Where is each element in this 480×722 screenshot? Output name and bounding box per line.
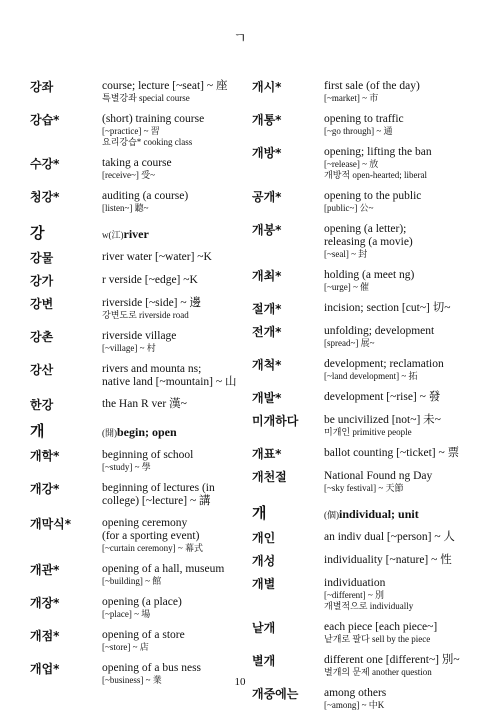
entry-etymology: [~village] ~ 村 — [102, 343, 156, 353]
section-headword: 개 — [252, 504, 267, 522]
entry-headword: 개강* — [30, 482, 60, 496]
entry-headword: 개성 — [252, 554, 276, 568]
dictionary-entry — [252, 325, 467, 349]
dictionary-entry — [30, 80, 245, 104]
section-label: individual; unit — [339, 507, 419, 521]
definition-line: an indiv dual [~person] ~ 人 — [324, 531, 455, 543]
entry-definition — [324, 113, 467, 137]
entry-definition — [102, 596, 245, 620]
section-hanja: (開) — [102, 428, 117, 438]
entry-etymology: [~sky festival] ~ 天節 — [324, 483, 404, 493]
entry-headword: 강물 — [30, 251, 54, 265]
entry-etymology: [~land development] ~ 拓 — [324, 371, 418, 381]
entry-headword: 강산 — [30, 363, 54, 377]
definition-line: opening to the public — [324, 190, 422, 202]
definition-line: rivers and mounta ns; — [102, 363, 202, 375]
entry-definition — [324, 302, 467, 316]
definition-line: first sale (of the day) — [324, 80, 420, 92]
entry-headword: 강가 — [30, 274, 54, 288]
entry-headword: 개관* — [30, 563, 60, 577]
entry-headword: 개점* — [30, 629, 60, 643]
definition-line: native land [~mountain] ~ 山 — [102, 376, 237, 388]
definition-line: incision; section [cut~] 切~ — [324, 302, 451, 314]
dictionary-entry — [30, 363, 245, 389]
section-label: river — [123, 227, 149, 241]
dictionary-entry — [252, 531, 467, 545]
entry-headword: 개봉* — [252, 223, 282, 237]
entry-definition — [102, 563, 245, 587]
definition-line: each piece [each piece~] — [324, 621, 438, 633]
entry-definition — [324, 325, 467, 349]
definition-line: beginning of lectures (in — [102, 482, 215, 494]
dictionary-entry — [30, 251, 245, 265]
entry-headword: 개발* — [252, 391, 282, 405]
definition-line: (for a sporting event) — [102, 530, 200, 542]
definition-line: opening of a hall, museum — [102, 563, 225, 575]
definition-line: riverside [~side] ~ 邊 — [102, 297, 201, 309]
dictionary-entry — [30, 563, 245, 587]
definition-line: among others — [324, 687, 387, 699]
entry-definition — [324, 470, 467, 494]
dictionary-entry — [252, 470, 467, 494]
definition-line: unfolding; development — [324, 325, 435, 337]
entry-etymology: [~market] ~ 市 — [324, 93, 379, 103]
entry-definition — [102, 251, 245, 265]
entry-headword: 개천절 — [252, 470, 287, 484]
entry-etymology: 별개의 문제 another question — [324, 667, 432, 677]
entry-headword: 별개 — [252, 654, 276, 668]
entry-definition — [324, 358, 467, 382]
dictionary-entry — [252, 190, 467, 214]
group-right-a — [252, 80, 467, 494]
definition-line: riverside village — [102, 330, 177, 342]
entry-etymology: [~place] ~ 場 — [102, 609, 151, 619]
entry-definition — [102, 398, 245, 412]
entry-headword: 개척* — [252, 358, 282, 372]
group-left-b — [30, 251, 245, 412]
entry-headword: 개업* — [30, 662, 60, 676]
definition-line: opening ceremony — [102, 517, 188, 529]
entry-definition — [324, 146, 467, 181]
entry-definition — [102, 297, 245, 321]
entry-definition — [324, 391, 467, 405]
entry-definition — [102, 330, 245, 354]
entry-headword: 개방* — [252, 146, 282, 160]
definition-line: development [~rise] ~ 發 — [324, 391, 441, 403]
entry-headword: 개장* — [30, 596, 60, 610]
entry-headword: 강습* — [30, 113, 60, 127]
right-column — [252, 80, 467, 720]
entry-etymology: [~practice] ~ 習 — [102, 126, 160, 136]
entry-definition — [324, 577, 467, 612]
entry-definition — [102, 274, 245, 288]
dictionary-entry — [252, 80, 467, 104]
section-heading-begin-open — [30, 424, 245, 440]
entry-etymology: [~different] ~ 別 — [324, 590, 385, 600]
entry-etymology: 강변도로 riverside road — [102, 310, 189, 320]
definition-line: (short) training course — [102, 113, 205, 125]
dictionary-entry — [30, 330, 245, 354]
entry-etymology: 개별적으로 individually — [324, 601, 414, 611]
entry-headword: 전개* — [252, 325, 282, 339]
entry-etymology: [~urge] ~ 催 — [324, 282, 370, 292]
dictionary-entry — [252, 358, 467, 382]
definition-line: ballot counting [~ticket] ~ 票 — [324, 447, 460, 459]
entry-headword: 강좌 — [30, 80, 54, 94]
definition-line: r verside [~edge] ~K — [102, 274, 198, 286]
definition-line: college) [~lecture] ~ 講 — [102, 495, 211, 507]
entry-etymology: [receive~] 受~ — [102, 170, 155, 180]
definition-line: opening (a place) — [102, 596, 182, 608]
entry-definition — [102, 449, 245, 473]
entry-etymology: [~go through] ~ 通 — [324, 126, 393, 136]
entry-etymology: [listen~] 聽~ — [102, 203, 149, 213]
entry-definition — [324, 654, 467, 678]
entry-definition — [102, 113, 245, 148]
entry-etymology: [public~] 公~ — [324, 203, 374, 213]
entry-headword: 개시* — [252, 80, 282, 94]
dictionary-entry — [252, 113, 467, 137]
entry-headword: 낱개 — [252, 621, 276, 635]
entry-etymology: [~curtain ceremony] ~ 幕式 — [102, 543, 203, 553]
entry-definition — [102, 517, 245, 554]
entry-etymology: 요리강습* cooking class — [102, 137, 193, 147]
entry-definition — [102, 80, 245, 104]
entry-headword: 개최* — [252, 269, 282, 283]
section-hanja: w(江) — [102, 230, 124, 240]
entry-definition — [102, 157, 245, 181]
entry-headword: 개학* — [30, 449, 60, 463]
entry-headword: 개인 — [252, 531, 276, 545]
dictionary-entry — [252, 447, 467, 461]
entry-headword: 강촌 — [30, 330, 54, 344]
page-header-mark: ㄱ — [233, 32, 247, 47]
entry-etymology: [~seal] ~ 封 — [324, 249, 368, 259]
entry-etymology: [~release] ~ 放 — [324, 159, 379, 169]
group-left-a — [30, 80, 245, 214]
definition-line: opening (a letter); — [324, 223, 407, 235]
definition-line: individuality [~nature] ~ 性 — [324, 554, 452, 566]
dictionary-entry — [30, 113, 245, 148]
dictionary-entry — [252, 391, 467, 405]
entry-definition — [324, 554, 467, 568]
entry-etymology: 미개인 primitive people — [324, 427, 412, 437]
dictionary-entry — [252, 554, 467, 568]
section-headword: 개 — [30, 422, 45, 440]
dictionary-entry — [30, 297, 245, 321]
definition-line: be uncivilized [not~] 未~ — [324, 414, 441, 426]
definition-line: holding (a meet ng) — [324, 269, 415, 281]
definition-line: river water [~water] ~K — [102, 251, 212, 263]
entry-etymology: [spread~] 展~ — [324, 338, 375, 348]
entry-headword: 개별 — [252, 577, 276, 591]
entry-etymology: [~building] ~ 館 — [102, 576, 162, 586]
dictionary-entry — [30, 596, 245, 620]
definition-line: auditing (a course) — [102, 190, 189, 202]
entry-headword: 한강 — [30, 398, 54, 412]
entry-headword: 개표* — [252, 447, 282, 461]
entry-definition — [102, 190, 245, 214]
entry-etymology: [~among] ~ 中K — [324, 700, 385, 710]
entry-etymology: 개방적 open-hearted; liberal — [324, 170, 428, 180]
definition-line: opening; lifting the ban — [324, 146, 432, 158]
entry-etymology: 낱개로 팔다 sell by the piece — [324, 634, 431, 644]
dictionary-entry — [252, 223, 467, 260]
dictionary-entry — [252, 687, 467, 711]
entry-headword: 미개하다 — [252, 414, 299, 428]
definition-line: different one [different~] 別~ — [324, 654, 460, 666]
definition-line: the Han R ver 漢~ — [102, 398, 187, 410]
entry-etymology: [~study] ~ 學 — [102, 462, 151, 472]
entry-definition — [324, 447, 467, 461]
dictionary-entry — [30, 190, 245, 214]
entry-definition — [324, 621, 467, 645]
dictionary-entry — [30, 157, 245, 181]
entry-etymology: [~store] ~ 店 — [102, 642, 149, 652]
dictionary-entry — [30, 517, 245, 554]
dictionary-entry — [30, 449, 245, 473]
dictionary-entry — [30, 482, 245, 508]
entry-definition — [102, 629, 245, 653]
definition-line: releasing (a movie) — [324, 236, 413, 248]
entry-headword: 강변 — [30, 297, 54, 311]
entry-definition — [324, 190, 467, 214]
entry-definition — [324, 80, 467, 104]
definition-line: opening to traffic — [324, 113, 404, 125]
definition-line: course; lecture [~seat] ~ 座 — [102, 80, 228, 92]
entry-headword: 수강* — [30, 157, 60, 171]
dictionary-entry — [30, 629, 245, 653]
left-column — [30, 80, 245, 695]
section-hanja: (個) — [324, 510, 339, 520]
section-headword: 강 — [30, 224, 45, 242]
entry-definition — [102, 482, 245, 508]
definition-line: individuation — [324, 577, 386, 589]
section-heading-river — [30, 226, 245, 242]
entry-headword: 개중에는 — [252, 687, 299, 701]
page-number: 10 — [234, 676, 246, 688]
definition-line: opening of a bus ness — [102, 662, 202, 674]
dictionary-entry — [252, 621, 467, 645]
entry-definition — [102, 363, 245, 389]
dictionary-entry — [252, 146, 467, 181]
dictionary-entry — [30, 274, 245, 288]
entry-definition — [324, 269, 467, 293]
section-label: begin; open — [117, 425, 177, 439]
dictionary-entry — [30, 398, 245, 412]
group-left-c — [30, 449, 245, 686]
entry-definition — [324, 531, 467, 545]
dictionary-entry — [252, 302, 467, 316]
dictionary-entry — [252, 414, 467, 438]
definition-line: National Found ng Day — [324, 470, 433, 482]
entry-definition — [324, 223, 467, 260]
entry-definition — [324, 687, 467, 711]
definition-line: taking a course — [102, 157, 172, 169]
entry-headword: 개막식* — [30, 517, 72, 531]
dictionary-entry — [252, 577, 467, 612]
entry-headword: 절개* — [252, 302, 282, 316]
entry-headword: 공개* — [252, 190, 282, 204]
entry-definition — [324, 414, 467, 438]
definition-line: development; reclamation — [324, 358, 444, 370]
entry-etymology: [~business] ~ 業 — [102, 675, 162, 685]
definition-line: opening of a store — [102, 629, 185, 641]
section-heading-individual — [252, 506, 467, 522]
entry-headword: 청강* — [30, 190, 60, 204]
dictionary-entry — [252, 269, 467, 293]
entry-headword: 개통* — [252, 113, 282, 127]
definition-line: beginning of school — [102, 449, 194, 461]
dictionary-entry — [252, 654, 467, 678]
entry-etymology: 특별강좌 special course — [102, 93, 190, 103]
